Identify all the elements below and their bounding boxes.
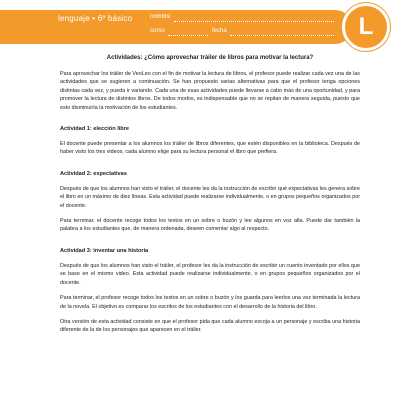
document-body	[60, 55, 360, 342]
activity-3-paragraph-2: Para terminar, el profesor recoge todos los textos en un sobre o buzón y los guarda para leerlos una vez terminada la lectura de la novela. El objetivo es comparar los escritos de los estudiantes con el desarrollo de la historia del libro.	[60, 295, 360, 310]
activity-2-paragraph-1: Después de que los alumnos han visto el tráiler, el docente les da la instrucción de escribir qué expectativas les genera sobre el libro en un máximo de diez líneas. Esta actividad puede realizarse individualmente, o en grupos pequeños organizados por el docente.	[60, 185, 360, 209]
activity-1-paragraph-1: El docente puede presentar a los alumnos los tráiler de libros diferentes, que estén disponibles en la biblioteca. Después de haber visto los tres videos, cada alumno elige para su lectura personal el libro que prefiera.	[60, 141, 360, 156]
document-title: Actividades: ¿Cómo aprovechar tráiler de libros para motivar la lectura?	[106, 55, 314, 61]
name-label: nombre	[150, 14, 171, 20]
course-field[interactable]	[168, 35, 208, 36]
worksheet-header	[0, 0, 400, 50]
activity-3-heading: Actividad 3: inventar una historia	[60, 247, 149, 254]
header-band	[0, 10, 352, 44]
activity-3-paragraph-3: Otra versión de esta actividad consiste en que el profesor pida que cada alumno escoja a un personaje y escriba una historia diferente de la de los personajes que aparecen en el tráiler.	[60, 318, 360, 334]
date-label: fecha	[212, 28, 227, 34]
subject-badge	[342, 3, 390, 51]
activity-2-heading: Actividad 2: expectativas	[60, 170, 127, 177]
subject-label: lenguaje • 6º básico	[58, 14, 133, 23]
subject-badge-letter: L	[358, 13, 374, 40]
activity-3-paragraph-1: Después de que los alumnos han visto el tráiler, el profesor les da la instrucción de escribir un cuento inventado por ellos que se base en el mismo video. Esta actividad puede realizarse individualmente, o en grupos pequeños organizados por el docente.	[60, 262, 360, 286]
course-label: curso	[150, 28, 165, 34]
date-field[interactable]	[230, 35, 334, 36]
intro-paragraph: Para aprovechar los tráiler de VeoLeo con el fin de motivar la lectura de libros, el profesor puede realizar cada vez una de las actividades que se sugieren a continuación. Se han propuesto varias alternativas para que el profesor tenga opciones distintas cada vez, y pueda ir variando. Cada una de esas actividades puede llevarse a cabo más de una oportunidad, y para promover la lectura de distintos libros. De todos modos, es indispensable que no se repitan de manera seguida, puesto que esto disminuiría la motivación de los estudiantes.	[60, 71, 360, 111]
activity-2-paragraph-2: Para terminar, el docente recoge todos los textos en un sobre o buzón y lee algunos en voz alta. Puede dar también la palabra a los estudiantes que, de manera ordenada, deseen comentar algo al respecto.	[60, 218, 360, 233]
activity-1-heading: Actividad 1: elección libre	[60, 126, 130, 133]
name-field[interactable]	[174, 21, 334, 22]
